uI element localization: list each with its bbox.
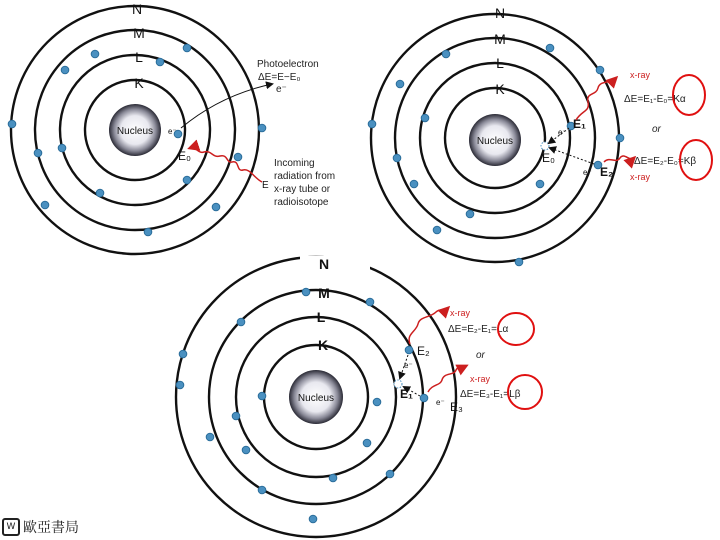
- electron: [61, 66, 69, 74]
- electron: [366, 298, 374, 306]
- nucleus-label: Nucleus: [297, 393, 335, 404]
- ka-equation: ΔE=E₁-E₀=Kα: [624, 94, 686, 105]
- publisher-logo: W: [2, 518, 20, 536]
- electron: [206, 433, 214, 441]
- incoming-label-1: Incoming: [274, 158, 315, 169]
- energy-e1-label: E₁: [573, 117, 586, 131]
- electron: [536, 180, 544, 188]
- or-label: or: [476, 350, 485, 361]
- shell-label-m: M: [133, 25, 145, 41]
- electron: [156, 58, 164, 66]
- electron: [232, 412, 240, 420]
- shell-label-l: L: [496, 55, 504, 71]
- lb-equation: ΔE=E₃-E₁=Lβ: [460, 389, 521, 400]
- electron: [368, 120, 376, 128]
- shell-label-n: N: [318, 256, 330, 272]
- energy-e0-label: E₀: [542, 151, 555, 165]
- photoelectron-e: e⁻: [276, 84, 287, 95]
- energy-e3-label: E₃: [450, 400, 463, 414]
- kb-equation: ΔE=E₂-E₀=Kβ: [634, 156, 697, 167]
- diagram-l-emission: [176, 256, 542, 537]
- electron: [41, 201, 49, 209]
- energy-e2-label: E₂: [600, 165, 614, 179]
- shell-label-k: K: [495, 81, 505, 97]
- photoelectron-energy: ΔE=E−E₀: [258, 72, 301, 83]
- electron: [234, 153, 242, 161]
- electron: [258, 124, 266, 132]
- xray-label-kb: x-ray: [630, 172, 650, 182]
- shell-label-n: N: [494, 5, 506, 21]
- nucleus-label: Nucleus: [476, 136, 514, 147]
- electron: [393, 154, 401, 162]
- incoming-label-2: radiation from: [274, 171, 336, 182]
- electron: [179, 350, 187, 358]
- or-label: or: [652, 124, 661, 135]
- electron: [58, 144, 66, 152]
- photoelectron-label: Photoelectron: [257, 59, 319, 70]
- electron: [410, 180, 418, 188]
- electron: [212, 203, 220, 211]
- incoming-label-3: x-ray tube or: [274, 184, 331, 195]
- electron: [515, 258, 523, 266]
- electron-e2: [405, 346, 413, 354]
- electron-label: e⁻: [558, 128, 567, 137]
- shell-gap: [300, 256, 370, 270]
- electron-label: e⁻: [583, 168, 592, 177]
- electron: [302, 288, 310, 296]
- xray-label-la: x-ray: [450, 308, 470, 318]
- energy-e2-label: E₂: [417, 344, 430, 358]
- electron: [237, 318, 245, 326]
- electron: [329, 474, 337, 482]
- electron-label: e⁻: [404, 361, 413, 370]
- shell-label-m: M: [494, 31, 506, 47]
- electron: [144, 228, 152, 236]
- energy-e0-label: E₀: [178, 149, 191, 163]
- electron: [91, 50, 99, 58]
- shell-label-m: M: [318, 285, 330, 301]
- vacancy-e0: [541, 142, 549, 150]
- electron-label: e⁻: [436, 398, 445, 407]
- electron: [8, 120, 16, 128]
- electron: [183, 176, 191, 184]
- shell-label-k: K: [134, 75, 144, 91]
- electron: [433, 226, 441, 234]
- electron-e3: [420, 394, 428, 402]
- publisher-footer: [2, 517, 79, 537]
- electron: [258, 392, 266, 400]
- electron: [242, 446, 250, 454]
- electron: [546, 44, 554, 52]
- energy-e1-label: E₁: [400, 387, 413, 401]
- electron: [373, 398, 381, 406]
- electron: [183, 44, 191, 52]
- electron: [421, 114, 429, 122]
- publisher-name: 歐亞書局: [23, 520, 79, 536]
- electron: [466, 210, 474, 218]
- shell-label-l: L: [316, 309, 326, 325]
- electron: [176, 381, 184, 389]
- electron-label: e⁻: [168, 127, 177, 136]
- electron: [363, 439, 371, 447]
- shell-label-k: K: [317, 337, 329, 353]
- electron: [396, 80, 404, 88]
- nucleus-label: Nucleus: [116, 126, 154, 137]
- incoming-label-4: radioisotope: [274, 197, 329, 208]
- electron: [96, 189, 104, 197]
- shell-label-l: L: [135, 49, 143, 65]
- electron: [616, 134, 624, 142]
- electron: [34, 149, 42, 157]
- xray-label-ka: x-ray: [630, 70, 650, 80]
- electron: [386, 470, 394, 478]
- xray-label-lb: x-ray: [470, 374, 490, 384]
- electron: [309, 515, 317, 523]
- xray-arrow-kb: [604, 156, 634, 162]
- xray-arrow-ka: [576, 78, 616, 120]
- diagram-photoelectric: [8, 1, 335, 254]
- electron: [442, 50, 450, 58]
- diagram-k-emission: [368, 5, 712, 266]
- transition-arrow-e2: [550, 148, 594, 164]
- electron: [596, 66, 604, 74]
- incoming-energy-label: E: [262, 180, 269, 191]
- shell-label-n: N: [131, 1, 143, 17]
- la-equation: ΔE=E₂-E₁=Lα: [448, 324, 509, 335]
- electron: [258, 486, 266, 494]
